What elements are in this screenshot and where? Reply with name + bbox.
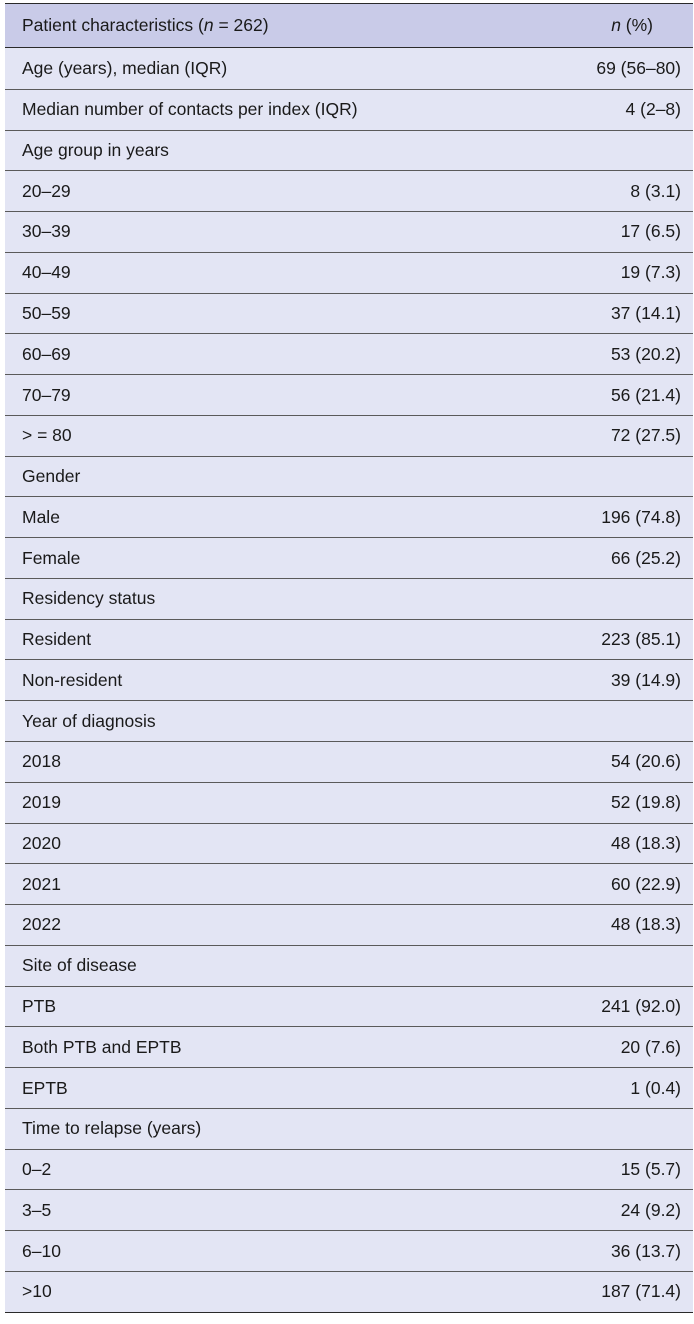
table-row (5, 48, 693, 89)
row-label: 40–49 (22, 262, 71, 283)
table-row (5, 456, 693, 497)
table-row (5, 741, 693, 782)
table-row (5, 496, 693, 537)
row-label: >10 (22, 1281, 52, 1302)
row-label: 50–59 (22, 302, 71, 323)
row-label: 3–5 (22, 1199, 52, 1220)
row-label: 2021 (22, 873, 61, 894)
table-row (5, 578, 693, 619)
row-value: 187 (71.4) (601, 1281, 681, 1302)
table-row (5, 700, 693, 741)
header-label-cell (5, 15, 269, 36)
row-label: Resident (22, 629, 92, 650)
row-label: Site of disease (22, 955, 137, 976)
row-value: 8 (3.1) (630, 180, 681, 201)
row-value: 20 (7.6) (620, 1036, 681, 1057)
table-row (5, 1026, 693, 1067)
row-value: 66 (25.2) (610, 547, 681, 568)
row-label: Year of diagnosis (22, 710, 156, 731)
row-value: 37 (14.1) (610, 302, 681, 323)
row-value: 1 (0.4) (630, 1077, 681, 1098)
row-label: 30–39 (22, 221, 71, 242)
row-label: EPTB (22, 1077, 68, 1098)
row-value: 24 (9.2) (620, 1199, 681, 1220)
row-value: 19 (7.3) (620, 262, 681, 283)
table-row (5, 89, 693, 130)
table-row (5, 170, 693, 211)
table-row (5, 130, 693, 171)
row-label: 60–69 (22, 343, 71, 364)
header-label-prefix: Patient characteristics ( (22, 15, 204, 35)
row-label: 70–79 (22, 384, 71, 405)
header-value-suffix: (%) (620, 15, 653, 35)
row-label: 2018 (22, 751, 61, 772)
row-value: 48 (18.3) (610, 914, 681, 935)
table-row (5, 904, 693, 945)
table-row (5, 293, 693, 334)
table-row (5, 374, 693, 415)
table-row (5, 782, 693, 823)
row-value: 196 (74.8) (601, 506, 681, 527)
table-row (5, 537, 693, 578)
row-value: 52 (19.8) (610, 792, 681, 813)
table-row (5, 1230, 693, 1271)
table-row (5, 333, 693, 374)
row-label: Male (22, 506, 60, 527)
row-value: 223 (85.1) (601, 629, 681, 650)
row-value: 36 (13.7) (610, 1240, 681, 1261)
row-label: PTB (22, 995, 57, 1016)
row-value: 241 (92.0) (601, 995, 681, 1016)
table-row (5, 863, 693, 904)
table-row (5, 1189, 693, 1230)
row-label: Female (22, 547, 81, 568)
table-row (5, 1271, 693, 1312)
row-value: 39 (14.9) (610, 669, 681, 690)
row-value: 54 (20.6) (610, 751, 681, 772)
table-row (5, 1108, 693, 1149)
row-label: > = 80 (22, 425, 72, 446)
row-value: 17 (6.5) (620, 221, 681, 242)
row-label: 2020 (22, 832, 61, 853)
table-row (5, 415, 693, 456)
row-value: 72 (27.5) (610, 425, 681, 446)
patient-characteristics-table (5, 3, 693, 1313)
table-row (5, 986, 693, 1027)
header-value-n: n (611, 15, 621, 35)
row-value: 53 (20.2) (610, 343, 681, 364)
row-label: 2022 (22, 914, 61, 935)
header-value-cell (611, 15, 693, 36)
row-label: 0–2 (22, 1159, 52, 1180)
row-value: 48 (18.3) (610, 832, 681, 853)
table-row (5, 211, 693, 252)
row-label: Gender (22, 466, 81, 487)
row-label: Median number of contacts per index (IQR) (22, 99, 358, 120)
table-row (5, 252, 693, 293)
header-label-suffix: = 262) (213, 15, 269, 35)
table-body (5, 48, 693, 1313)
row-label: 20–29 (22, 180, 71, 201)
table-row (5, 1149, 693, 1190)
row-label: Non-resident (22, 669, 123, 690)
row-value: 4 (2–8) (625, 99, 681, 120)
row-label: Residency status (22, 588, 156, 609)
row-label: Age group in years (22, 139, 169, 160)
row-label: Both PTB and EPTB (22, 1036, 182, 1057)
table-row (5, 945, 693, 986)
row-value: 60 (22.9) (610, 873, 681, 894)
table-row (5, 619, 693, 660)
header-label-n: n (203, 15, 214, 35)
table-row (5, 659, 693, 700)
row-label: 2019 (22, 792, 61, 813)
table-row (5, 1067, 693, 1108)
row-value: 56 (21.4) (610, 384, 681, 405)
table-row (5, 823, 693, 864)
row-label: Time to relapse (years) (22, 1118, 202, 1139)
row-value: 15 (5.7) (620, 1159, 681, 1180)
row-label: 6–10 (22, 1240, 61, 1261)
row-value: 69 (56–80) (596, 57, 681, 78)
table-header-row (5, 3, 693, 48)
row-label: Age (years), median (IQR) (22, 57, 228, 78)
